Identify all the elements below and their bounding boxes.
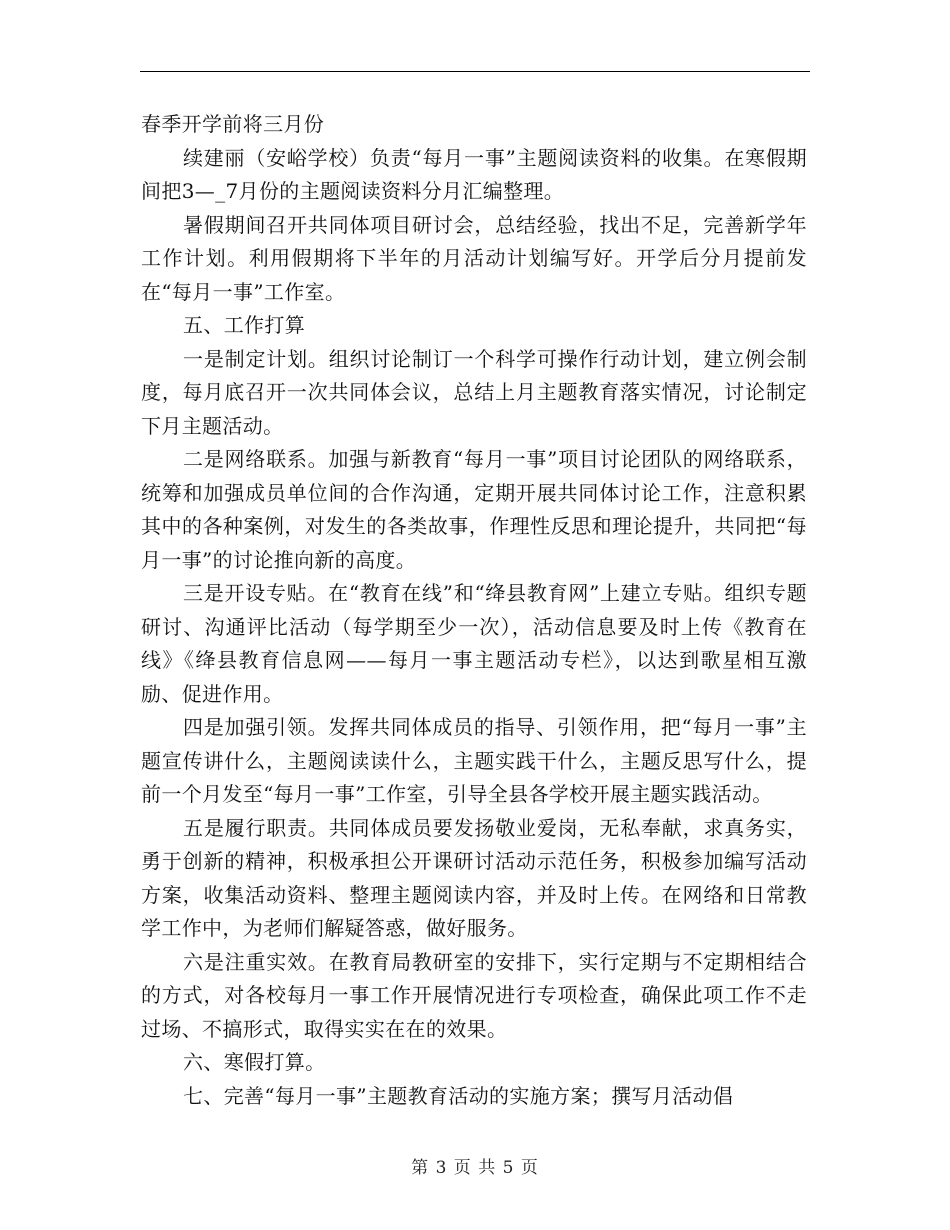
- footer-total-pages: 5: [502, 1158, 515, 1178]
- section-heading-work-plan: 五、工作打算: [183, 313, 306, 337]
- paragraph-plan-item-1: 一是制定计划。组织讨论制订一个科学可操作行动计划，建立例会制度，每月底召开一次共同体会议，总结上月主题教育落实情况，讨论制定下月主题活动。: [141, 346, 807, 438]
- page-footer: [0, 1153, 950, 1178]
- paragraph-plan-item-5: 五是履行职责。共同体成员要发扬敬业爱岗，无私奉献，求真务实，勇于创新的精神，积极承担公开课研讨活动示范任务，积极参加编写活动方案，收集活动资料、整理主题阅读内容，并及时上传。在网络和日常教学工作中，为老师们解疑答惑，做好服务。: [141, 815, 807, 940]
- footer-current-page: 3: [435, 1158, 448, 1178]
- footer-prefix: 第: [411, 1158, 430, 1178]
- paragraph-summer-seminar: 暑假期间召开共同体项目研讨会，总结经验，找出不足，完善新学年工作计划。利用假期将下半年的月活动计划编写好。开学后分月提前发在“每月一事”工作室。: [141, 212, 807, 304]
- document-body: [141, 108, 807, 1113]
- paragraph-plan-item-4: 四是加强引领。发挥共同体成员的指导、引领作用，把“每月一事”主题宣传讲什么，主题阅读读什么，主题实践干什么，主题反思写什么，提前一个月发至“每月一事”工作室，引导全县各学校开展主题实践活动。: [141, 715, 807, 806]
- paragraph-plan-item-2: 二是网络联系。加强与新教育“每月一事”项目讨论团队的网络联系，统筹和加强成员单位间的合作沟通，定期开展共同体讨论工作，注意积累其中的各种案例，对发生的各类故事，作理性反思和理论提升，共同把“每月一事”的讨论推向新的高度。: [141, 447, 807, 572]
- footer-suffix: 页: [520, 1158, 539, 1178]
- section-heading-winter-plan: 六、寒假打算。: [183, 1050, 326, 1074]
- footer-middle: 页 共: [453, 1158, 497, 1178]
- paragraph-reading-materials: 续建丽（安峪学校）负责“每月一事”主题阅读资料的收集。在寒假期间把3—_7月份的主题阅读资料分月汇编整理。: [141, 145, 807, 203]
- paragraph-plan-item-6: 六是注重实效。在教育局教研室的安排下，实行定期与不定期相结合的方式，对各校每月一事工作开展情况进行专项检查，确保此项工作不走过场、不搞形式，取得实实在在的效果。: [141, 949, 807, 1041]
- paragraph-continuation: 春季开学前将三月份: [141, 112, 325, 136]
- header-rule: [140, 71, 810, 72]
- paragraph-plan-item-3: 三是开设专贴。在“教育在线”和“绛县教育网”上建立专贴。组织专题研讨、沟通评比活动（每学期至少一次），活动信息要及时上传《教育在线》《绛县教育信息网——每月一事主题活动专栏》，以达到歌星相互激励、促进作用。: [141, 581, 807, 706]
- paragraph-item-7: 七、完善“每月一事”主题教育活动的实施方案；撰写月活动倡: [183, 1083, 734, 1108]
